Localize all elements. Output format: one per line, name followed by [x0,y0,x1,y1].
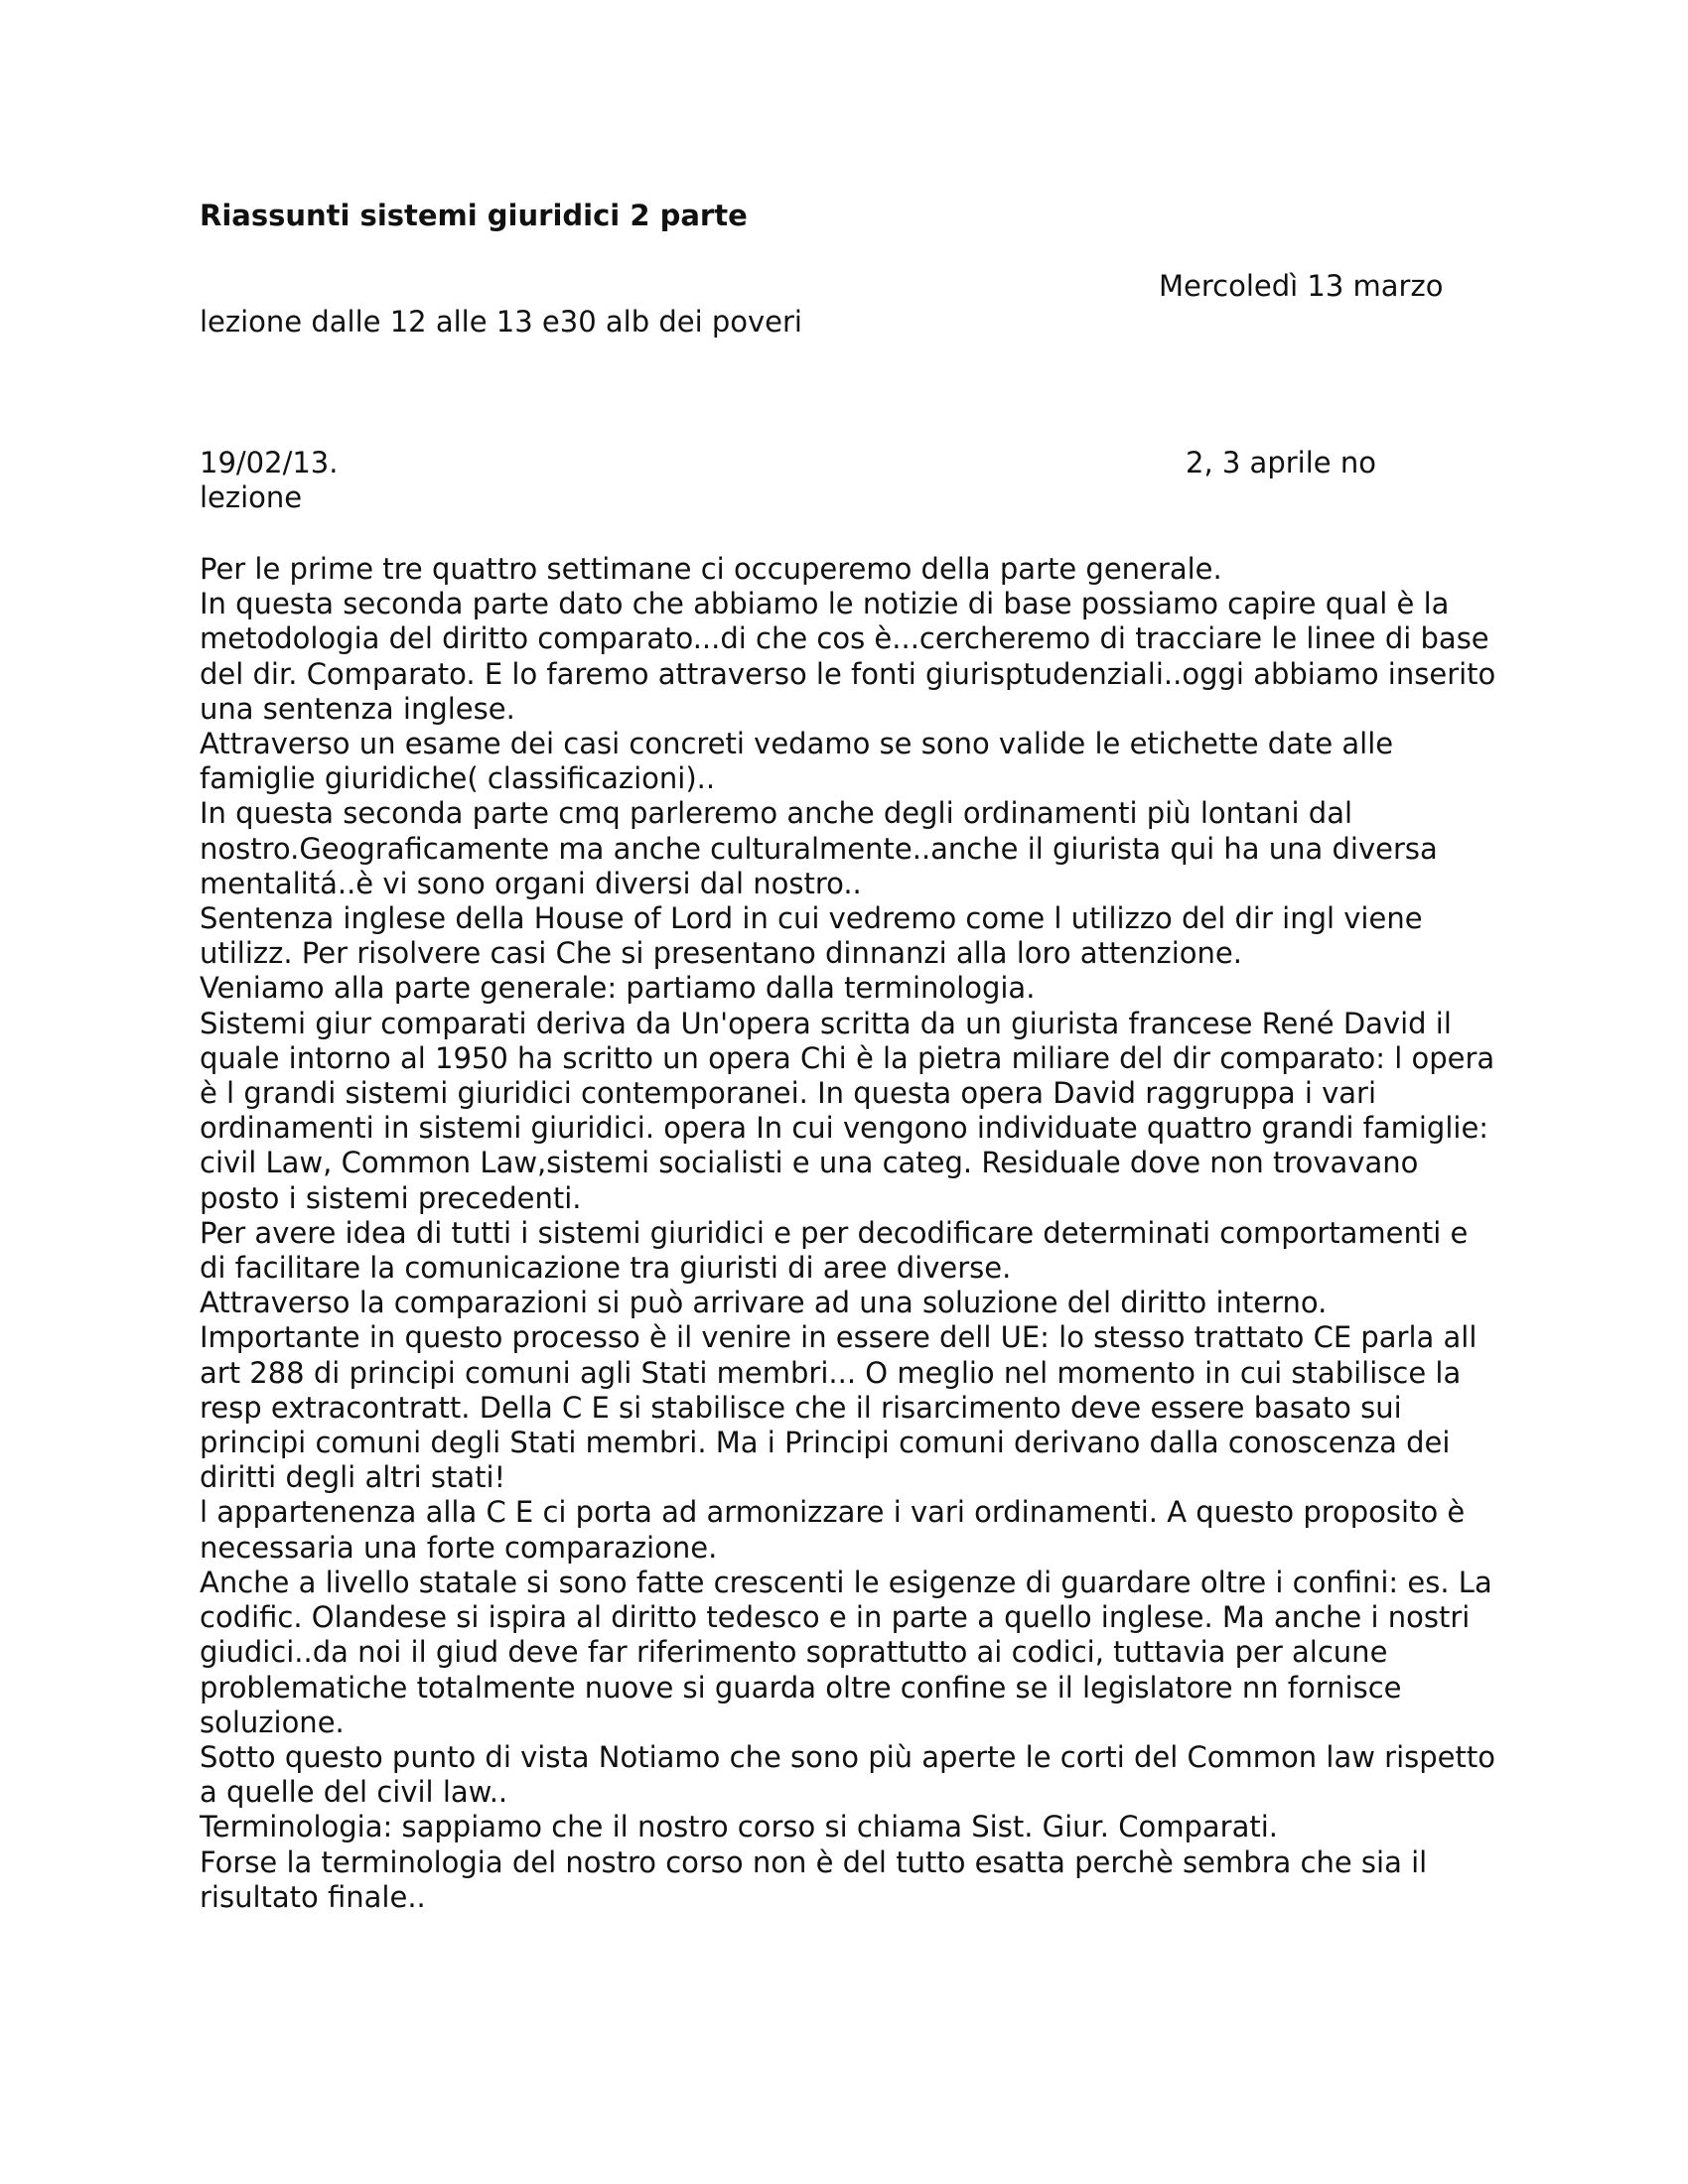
body-text [200,552,1500,1915]
paragraph: Sotto questo punto di vista Notiamo che sono più aperte le corti del Common law rispetto a quelle del civil law.. [200,1739,1495,1810]
paragraph: Importante in questo processo è il venire in essere dell UE: lo stesso trattato CE parla all art 288 di principi comuni agli Stati membri... O meglio nel momento in cui stabilisce la resp extracontratt. Della C E si stabilisce che il risarcimento deve essere basato sui principi comuni degli Stati membri. Ma i Principi comuni derivano dalla conoscenza dei diritti degli altri stati! [200,1320,1477,1495]
paragraph: Per avere idea di tutti i sistemi giuridici e per decodificare determinati comportamenti e di facilitare la comunicazione tra giuristi di aree diverse. [200,1215,1469,1286]
date-top: Mercoledì 13 marzo [1159,269,1444,303]
paragraph: In questa seconda parte cmq parleremo anche degli ordinamenti più lontani dal nostro.Geograficamente ma anche culturalmente..anche il giurista qui ha una diversa mentalitá..è vi sono organi diversi dal nostro.. [200,796,1438,900]
document-title: Riassunti sistemi giuridici 2 parte [200,199,748,232]
paragraph: In questa seconda parte dato che abbiamo le notizie di base possiamo capire qual è la metodologia del diritto comparato...di che cos è...cercheremo di tracciare le linee di base del dir. Comparato. E lo faremo attraverso le fonti giurisptudenziali..oggi abbiamo inserito una sentenza inglese. [200,587,1496,726]
paragraph: Forse la terminologia del nostro corso non è del tutto esatta perchè sembra che sia il risultato finale.. [200,1844,1428,1914]
paragraph: Sentenza inglese della House of Lord in cui vedremo come l utilizzo del dir ingl viene utilizz. Per risolvere casi Che si presentano dinnanzi alla loro attenzione. [200,901,1423,971]
paragraph: Attraverso un esame dei casi concreti vedamo se sono valide le etichette date alle famiglie giuridiche( classificazioni).. [200,727,1394,796]
paragraph: Veniamo alla parte generale: partiamo dalla terminologia. [200,971,1036,1006]
paragraph: Sistemi giur comparati deriva da Un'opera scritta da un giurista francese René David il quale intorno al 1950 ha scritto un opera Chi è la pietra miliare del dir comparato: l opera è l grandi sistemi giuridici contemporanei. In questa opera David raggruppa i vari ordinamenti in sistemi giuridici. opera In cui vengono individuate quattro grandi famiglie: civil Law, Common Law,sistemi socialisti e una categ. Residuale dove non trovavano posto i sistemi precedenti. [200,1006,1495,1215]
no-lesson-note-continued: lezione [200,480,303,514]
no-lesson-note: 2, 3 aprile no [1186,446,1376,479]
paragraph: Attraverso la comparazioni si può arrivare ad una soluzione del diritto interno. [200,1286,1328,1320]
paragraph: l appartenenza alla C E ci porta ad armonizzare i vari ordinamenti. A questo proposito è necessaria una forte comparazione. [200,1495,1466,1565]
lesson-date: 19/02/13. [200,446,339,479]
paragraph: Per le prime tre quattro settimane ci occuperemo della parte generale. [200,552,1222,586]
paragraph: Anche a livello statale si sono fatte crescenti le esigenze di guardare oltre i confini: es. La codific. Olandese si ispira al diritto tedesco e in parte a quello inglese. Ma anche i nostri giudici..da noi il giud deve far riferimento soprattutto ai codici, tuttavia per alcune problematiche totalmente nuove si guarda oltre confine se il legislatore nn fornisce soluzione. [200,1565,1492,1739]
lesson-time-line: lezione dalle 12 alle 13 e30 alb dei poveri [200,305,802,339]
paragraph: Terminologia: sappiamo che il nostro corso si chiama Sist. Giur. Comparati. [200,1810,1278,1844]
